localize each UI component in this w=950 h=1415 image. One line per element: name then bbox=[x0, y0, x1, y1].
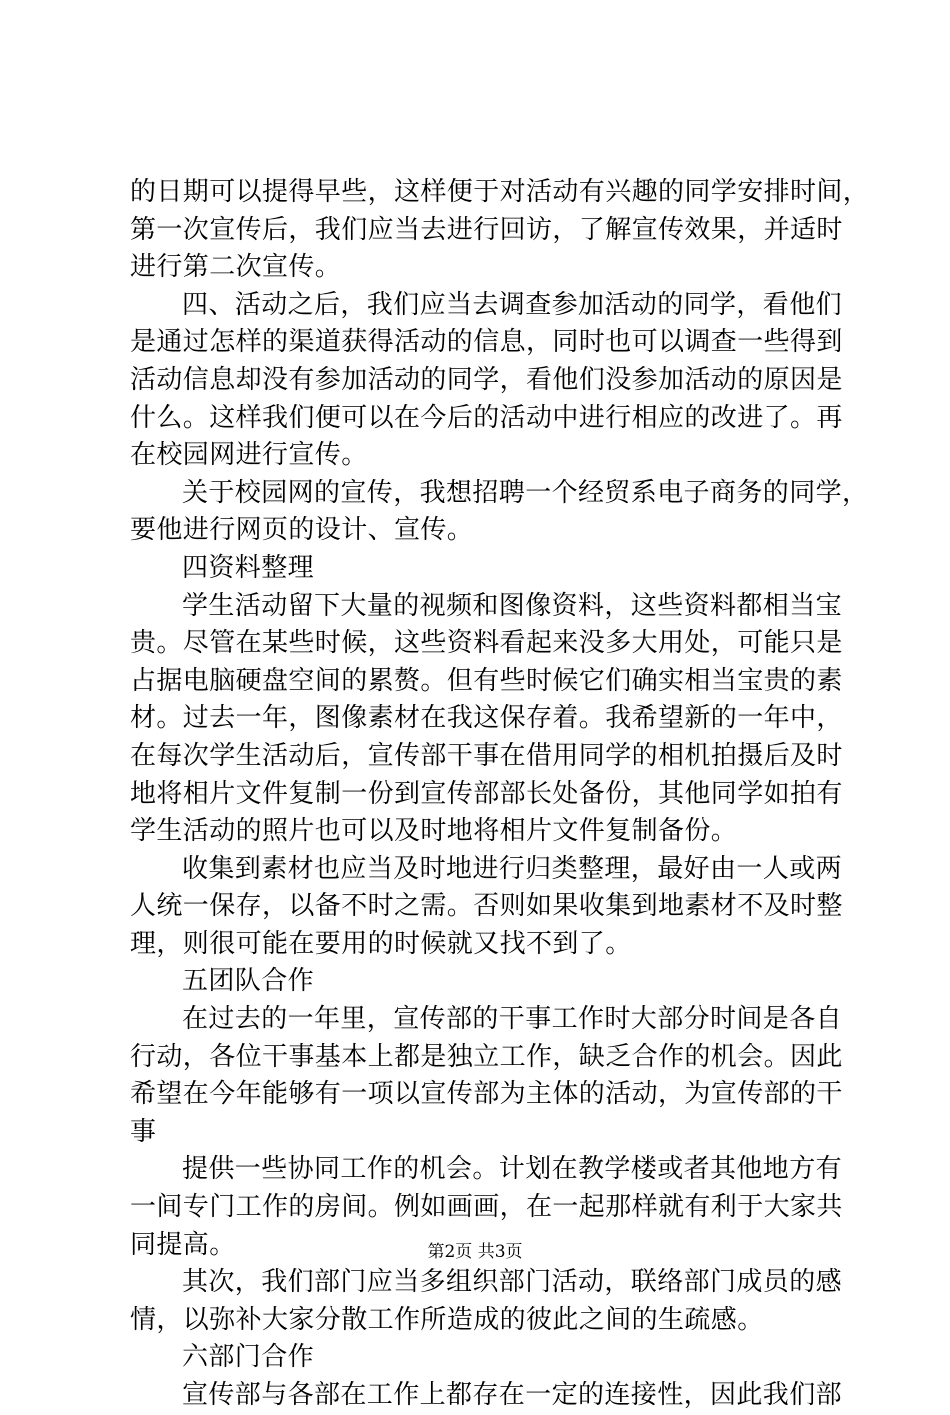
text-line: 在校园网进行宣传。 bbox=[130, 440, 368, 471]
text-line: 占据电脑硬盘空间的累赘。但有些时候它们确实相当宝贵的素 bbox=[130, 665, 843, 696]
paragraph-first-line: 在过去的一年里，宣传部的干事工作时大部分时间是各自 bbox=[182, 1004, 843, 1035]
page-footer bbox=[0, 1240, 950, 1264]
text-line: 行动，各位干事基本上都是独立工作，缺乏合作的机会。因此 bbox=[130, 1041, 843, 1072]
paragraph-first-line: 学生活动留下大量的视频和图像资料，这些资料都相当宝 bbox=[182, 590, 843, 621]
text-line: 情，以弥补大家分散工作所造成的彼此之间的生疏感。 bbox=[130, 1304, 764, 1335]
paragraph-first-line: 其次，我们部门应当多组织部门活动，联络部门成员的感 bbox=[182, 1267, 843, 1298]
text-line: 什么。这样我们便可以在今后的活动中进行相应的改进了。再 bbox=[130, 402, 843, 433]
text-line: 在每次学生活动后，宣传部干事在借用同学的相机拍摄后及时 bbox=[130, 740, 843, 771]
text-line: 第一次宣传后，我们应当去进行回访，了解宣传效果，并适时 bbox=[130, 214, 843, 245]
text-line: 一间专门工作的房间。例如画画，在一起那样就有利于大家共 bbox=[130, 1192, 843, 1223]
text-line: 是通过怎样的渠道获得活动的信息，同时也可以调查一些得到 bbox=[130, 327, 843, 358]
text-line: 希望在今年能够有一项以宣传部为主体的活动，为宣传部的干 bbox=[130, 1079, 843, 1110]
text-line: 要他进行网页的设计、宣传。 bbox=[130, 515, 474, 546]
paragraph-first-line: 提供一些协同工作的机会。计划在教学楼或者其他地方有 bbox=[182, 1154, 843, 1185]
text-line: 的日期可以提得早些，这样便于对活动有兴趣的同学安排时间， bbox=[130, 177, 870, 207]
text-line: 事 bbox=[130, 1116, 157, 1147]
text-line: 同提高。 bbox=[130, 1229, 236, 1260]
text-line: 理，则很可能在要用的时候就又找不到了。 bbox=[130, 928, 632, 959]
text-line: 活动信息却没有参加活动的同学，看他们没参加活动的原因是 bbox=[130, 364, 843, 395]
text-line: 人统一保存，以备不时之需。否则如果收集到地素材不及时整 bbox=[130, 891, 843, 922]
section-heading: 四资料整理 bbox=[182, 552, 315, 583]
paragraph-first-line: 关于校园网的宣传，我想招聘一个经贸系电子商务的同学， bbox=[182, 477, 869, 508]
text-line: 进行第二次宣传。 bbox=[130, 252, 342, 283]
paragraph-first-line: 宣传部与各部在工作上都存在一定的连接性，因此我们部 bbox=[182, 1380, 843, 1410]
document-body bbox=[130, 174, 870, 1415]
section-heading: 五团队合作 bbox=[182, 966, 315, 997]
section-heading: 六部门合作 bbox=[182, 1342, 315, 1373]
paragraph-first-line: 收集到素材也应当及时地进行归类整理，最好由一人或两 bbox=[182, 853, 843, 884]
paragraph-first-line: 四、活动之后，我们应当去调查参加活动的同学，看他们 bbox=[182, 289, 843, 320]
text-line: 贵。尽管在某些时候，这些资料看起来没多大用处，可能只是 bbox=[130, 628, 843, 659]
page-number-label: 第2页 共3页 bbox=[427, 1242, 523, 1262]
text-line: 地将相片文件复制一份到宣传部部长处备份，其他同学如拍有 bbox=[130, 778, 843, 809]
text-line: 学生活动的照片也可以及时地将相片文件复制备份。 bbox=[130, 816, 738, 847]
text-line: 材。过去一年，图像素材在我这保存着。我希望新的一年中， bbox=[130, 703, 843, 734]
